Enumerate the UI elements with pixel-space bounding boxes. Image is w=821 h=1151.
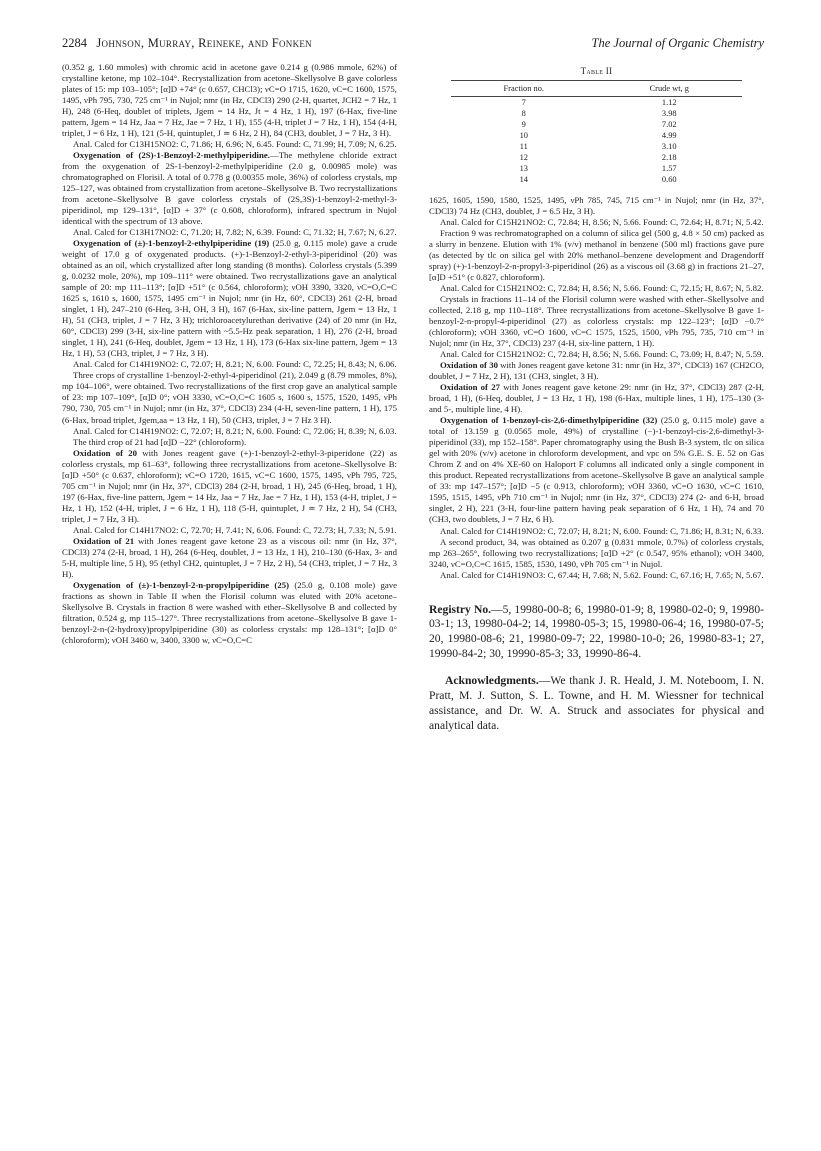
paragraph: Anal. Calcd for C14H19NO2: C, 72.07; H, 8.21; N, 6.00. Found: C, 72.25; H, 8.43; N, 6.06. [73, 359, 397, 370]
paragraph: Anal. Calcd for C14H19NO3: C, 67.44; H, 7.68; N, 5.62. Found: C, 67.16; H, 7.65; N, 5.67. [440, 569, 764, 580]
table-title: Table II [580, 66, 613, 76]
paragraph: Oxygenation of (±)-1-benzoyl-2-n-propylpiperidine (25) (25.0 g, 0.108 mole) gave fractions as shown in Table II when the Florisil column was eluted with 20% acetone–Skellysolve B. Crystals in fraction 8 were washed with ether–Skellysolve B and collected by filtration, 0.524 g, mp 115–127°. Three recrystallizations from acetone–Skellysolve B gave 1-benzoyl-2-n-(2-hydroxy)propylpiperidine (30) as colorless crystals: mp 128–131°; [α]D 0° (chloroform); νOH 3460 w, 3400, 3300 w, νC=O,C=C [62, 579, 398, 645]
fraction-number: 9 [521, 120, 526, 130]
crude-weight: 2.18 [661, 153, 677, 163]
table-row [451, 163, 742, 174]
crude-weight: 3.10 [661, 142, 677, 152]
crude-weight: 1.57 [661, 164, 677, 174]
paragraph: The third crop of 21 had [α]D −22° (chloroform). [73, 436, 247, 447]
right-column [429, 66, 764, 734]
paragraph: Crystals in fractions 11–14 of the Florisil column were washed with ether–Skellysolve and collected, 2.18 g, mp 110–118°. Three recrystallizations from acetone–Skellysolve B gave 1-benzoyl-2-n-propyl-4-piperidinol (27) as colorless crystals: mp 122–123°; [α]D −0.7° (chloroform); νOH 3360, νC=O 1600, νC=C 1575, 1525, 1500, νPh 795, 735, 710 cm⁻¹ in Nujol; nmr (in Hz, 37°, CDCl3) 237 (4-H, six-line pattern, 1 H). [429, 294, 764, 349]
paragraph: Three crops of crystalline 1-benzoyl-2-ethyl-4-piperidinol (21), 2.049 g (8.79 mmoles, 8%), mp 104–106°, were obtained. Two recrystallizations of the first crop gave an analytical sample of 23: mp 107–109°, [α]D 0°; νOH 3330, νC=O,C=C 1605 s, 1600 s, 1575, 1520, 1495, νPh 790, 730, 705 cm⁻¹ in Nujol; nmr (in Hz, 37°, CDCl3) 234 (4-H, seven-line pattern, 1 H), 175 (6-Hax, broad triplet, Jgem,aa = 13 Hz, 1 H), 50 (CH3, triplet, J = 7 Hz 3 H). [62, 370, 397, 425]
registry-numbers: Registry No.—5, 19980-00-8; 6, 19980-01-9; 8, 19980-02-0; 9, 19980-03-1; 13, 19980-04-2; 14, 19980-05-3; 15, 19980-06-4; 16, 19980-07-5; 20, 19980-08-6; 21, 19980-09-7; 22, 19980-10-0; 26, 19980-83-1; 27, 19990-84-2; 30, 19990-85-3; 33, 19990-86-4. [429, 602, 764, 661]
table-row [451, 141, 742, 152]
paragraph: Anal. Calcd for C15H21NO2: C, 72.84; H, 8.56; N, 5.66. Found: C, 73.09; H, 8.47; N, 5.59. [440, 349, 764, 360]
crude-weight: 7.02 [661, 120, 677, 130]
table-row [451, 119, 742, 130]
journal-title: The Journal of Organic Chemistry [591, 36, 764, 50]
paragraph: Anal. Calcd for C15H21NO2: C, 72.84; H, 8.56; N, 5.66. Found: C, 72.15; H, 8.67; N, 5.82. [440, 283, 764, 294]
table-rule [451, 80, 742, 81]
fraction-number: 13 [519, 164, 528, 174]
paragraph: Fraction 9 was rechromatographed on a column of silica gel (500 g, 4.8 × 50 cm) packed as a slurry in benzene. Elution with 1% (v/v) methanol in benzene (500 ml) fractions gave pure (as detected by tlc on silica gel with 20% methanol–benzene development and Dragendorff spray) (+)-1-benzoyl-2-n-propyl-3-piperidinol (26) as a viscous oil (3.68 g) in fractions 21–27, [α]D +51° (c 0.827, chloroform). [429, 228, 764, 283]
column-header: Fraction no. [503, 84, 544, 94]
paragraph: Oxidation of 30 with Jones reagent gave ketone 31: nmr (in Hz, 37°, CDCl3) 167 (CH2CO, doublet, J = 7 Hz, 2 H), 131 (CH3, singlet, 3 H). [429, 360, 764, 382]
column-header: Crude wt, g [649, 84, 689, 94]
paragraph: Anal. Calcd for C13H17NO2: C, 71.20; H, 7.82; N, 6.39. Found: C, 71.32; H, 7.67; N, 6.27. [73, 227, 397, 238]
page-number: 2284 Johnson, Murray, Reineke, and Fonken [62, 36, 312, 50]
paragraph: (0.352 g, 1.60 mmoles) with chromic acid in acetone gave 0.214 g (0.986 mmole, 62%) of crystalline ketone, mp 102–104°. Recrystallization from acetone–Skellysolve B gave colorless plates of 15: mp 103–105°; [α]D +74° (c 0.657, CHCl3); νC=O 1715, 1620, νC=C 1600, 1575, 1495, νPh 795, 730, 725 cm⁻¹ in Nujol; nmr (in Hz, CDCl3) 290 (2-H, quartet, JCH2 = 7 Hz, 1 H), 248 (6-Heq, doublet of triplets, Jgem = 14 Hz, Jt = 4 Hz, 1 H), 197 (6-Hax, five-line pattern, Jgem = 14 Hz, Jaa = 7 Hz, Jae = 7 Hz, 1 H), 155 (4-H, triplet J = 7 Hz, 1 H), 154 (4-H, triplet, J = 6 Hz, 1 H), 121 (5-H, quintuplet, J ≃ 6 Hz, 2 H), 84 (CH3, doublet, J = 7 Hz, 3 H). [62, 62, 397, 139]
paragraph: Oxygenation of (2S)-1-Benzoyl-2-methylpiperidine.—The methylene chloride extract from the oxygenation of 2S-1-benzoyl-2-methylpiperidine (2.0 g, 0.00985 mole) was chromatographed on Florisil. A total of 0.778 g (0.00355 mole, 36%) of colorless crystals, mp 125–127, was obtained from crystallization from acetone–Skellysolve B. Two recrystallizations from acetone–Skellysolve B gave colorless crystals of (2S,3S)-1-benzoyl-2-methyl-3-piperidinol, mp 129–131°, [α]D + 37° (c 0.608, chloroform), infrared spectrum in Nujol identical with the spectrum of 13 above. [62, 150, 397, 227]
paragraph: Anal. Calcd for C14H17NO2: C, 72.70; H, 7.41; N, 6.06. Found: C, 72.73; H, 7.33; N, 5.91. [73, 524, 397, 535]
table-row [451, 108, 742, 119]
paragraph: Anal. Calcd for C14H19NO2: C, 72.07; H, 8.21; N, 6.00. Found: C, 72.06; H, 8.39; N, 6.03. [73, 425, 397, 436]
left-column [62, 62, 397, 646]
crude-weight: 3.98 [661, 109, 677, 119]
paragraph: Oxygenation of (±)-1-benzoyl-2-ethylpiperidine (19) (25.0 g, 0.115 mole) gave a crude weight of 17.0 g of oxygenated products. (+)-1-Benzoyl-2-ethyl-3-piperidinol (20) was obtained as an oil, which crystallized after long standing (8 months). Colorless crystals (5.399 g, 0.0232 mole, 20%), mp 109–111° were obtained. Two recrystallizations gave an analytical sample of 20: mp 111–113°; [α]D +51° (c 0.564, chloroform); νOH 3390, 3320, νC=O,C=C 1625 s, 1610 s, 1600, 1575, 1495 cm⁻¹ in Nujol; nmr (in Hz, 60°, CDCl3) 261 (2-H, broad singlet, 1 H), 247–210 (6-Heq, 3-H, OH, 3 H), 167 (6-Hax, six-line pattern, Jgem = 13 Hz, 1 H), 51 (CH3, triplet, J = 7 Hz, 3 H); trichloroacetylurethan derivative (24) of 20 nmr (in Hz, 60°, CDCl3) 299 (3-H, six-line pattern with ~5.5-Hz peak separation, 1 H), 276 (2-H, broad singlet, 1 H), 241 (6-Heq, doublet, Jgem = 13 Hz, 1 H), 173 (6-Hax six-line pattern, Jgem = 13 Hz, 1 H), 53 (CH3, triplet, J = 7 Hz, 3 H). [62, 238, 397, 359]
paragraph: A second product, 34, was obtained as 0.207 g (0.831 mmole, 0.7%) of colorless crystals, mp 263–265°, following two recrystallizations; [α]D +2° (c 0.547, 95% ethanol); νOH 3400, 3240, νC=O,C=C 1615, 1585, 1530, 1490, νPh 705 cm⁻¹ in Nujol. [429, 536, 764, 569]
table-row [451, 174, 742, 185]
crude-weight: 1.12 [661, 98, 677, 108]
running-authors: Johnson, Murray, Reineke, and Fonken [96, 36, 312, 50]
fraction-number: 14 [519, 175, 528, 185]
paragraph: 1625, 1605, 1590, 1580, 1525, 1495, νPh 785, 745, 715 cm⁻¹ in Nujol; nmr (in Hz, 37°, CDCl3) 74 Hz (CH3, doublet, J = 6.5 Hz, 3 H). [429, 195, 764, 217]
crude-weight: 4.99 [661, 131, 677, 141]
table-body [429, 97, 764, 185]
paragraph: Anal. Calcd for C14H19NO2: C, 72.07; H, 8.21; N, 6.00. Found: C, 71.86; H, 8.31; N, 6.33. [440, 525, 764, 536]
table-ii [429, 66, 764, 185]
fraction-number: 11 [519, 142, 528, 152]
page-header [62, 36, 764, 54]
paragraph: Oxidation of 27 with Jones reagent gave ketone 29: nmr (in Hz, 37°, CDCl3) 287 (2-H, broad, 1 H), (6-Heq, doublet, J = 13 Hz, 1 H), 198 (6-Hax, multiple lines, 1 H), 175–130 (3- and 5-, multiple line, 4 H). [429, 382, 764, 415]
table-row [451, 97, 742, 108]
paragraph: Oxygenation of 1-benzoyl-cis-2,6-dimethylpiperidine (32) (25.0 g, 0.115 mole) gave a total of 13.159 g (0.0565 mole, 49%) of crystalline (−)-1-benzoyl-cis-2,6-dimethyl-3-piperidinol (33), mp 152–158°. Paper chromatography using the Bush B-3 system, tlc on silica gel with 20% (v/v) acetone in chloroform development, and vpc on 5% G.E. S. E. 52 on Gas Chrom Z and on 4% XE-60 on Haloport F columns all indicated only a single component in this product. Repeated recrystallizations from acetone–Skellysolve B gave an analytical sample of 33: mp 147–157°; [α]D −5 (c 0.913, chloroform); νOH 3360, νC=O 1630, νC=C 1610, 1595, 1515, 1495, νPh 710 cm⁻¹ in Nujol; nmr (in Hz, 37°, CDCl3) 274 (2- and 6-H, broad singlet, 2 H), 221 (3-H, four-line pattern having peak separation of 6 Hz, 1 H), 74 and 70 (CH3, two doublets, J = 7 Hz, 6 H). [429, 415, 765, 525]
paragraph: Anal. Calcd for C15H21NO2: C, 72.84; H, 8.56; N, 5.66. Found: C, 72.64; H, 8.71; N, 5.42. [440, 217, 764, 228]
fraction-number: 8 [521, 109, 526, 119]
table-header [451, 83, 742, 94]
acknowledgments: Acknowledgments.—We thank J. R. Heald, J. M. Noteboom, I. N. Pratt, M. J. Sutton, S. L. Towne, and H. M. Wiessner for technical assistance, and Dr. W. A. Struck and associates for physical and analytical data. [429, 674, 764, 732]
table-row [451, 130, 742, 141]
paragraph: Anal. Calcd for C13H15NO2: C, 71.86; H, 6.96; N, 6.45. Found: C, 71.99; H, 7.09; N, 6.25. [73, 139, 397, 150]
crude-weight: 0.60 [661, 175, 677, 185]
paragraph: Oxidation of 20 with Jones reagent gave (+)-1-benzoyl-2-ethyl-3-piperidone (22) as colorless crystals, mp 61–63°, following three recrystallizations from acetone–Skellysolve B: [α]D +50° (c 0.637, chloroform); νC=O 1720, 1615, νC=C 1600, 1575, 1495, νPh 795, 725, 705 cm⁻¹ in Nujol; nmr (in Hz, 37°, CDCl3) 284 (2-H, broad, 1 H), 245 (6-Heq, broad, 1 H), 197 (6-Hax, five-line pattern, Jgem = 14 Hz, Jaa = 7 Hz, Jae = 7 Hz, 1 H), 153 (4-H, triplet, J = Hz, 1 H), 152 (4-H, triplet, J = 6 Hz, 1 H), 118 (5-H, quintuplet, J ≃ 7 Hz, 2 H), 54 (CH3, triplet, J = 7 Hz, 3 H). [62, 447, 397, 524]
table-row [451, 152, 742, 163]
fraction-number: 10 [519, 131, 528, 141]
paragraph: Oxidation of 21 with Jones reagent gave ketone 23 as a viscous oil: nmr (in Hz, 37°, CDCl3) 274 (2-H, broad, 1 H), 264 (6-Heq, doublet, J = 13 Hz, 1 H), 210–130 (6-Hax, 3- and 5-H, multiple line, 5 H), 95 (ethyl CH2, quintuplet, J = 7 Hz, 2 H), 54 (CH3, triplet, J = 7 Hz, 3 H). [62, 535, 397, 579]
fraction-number: 12 [519, 153, 528, 163]
fraction-number: 7 [521, 98, 526, 108]
